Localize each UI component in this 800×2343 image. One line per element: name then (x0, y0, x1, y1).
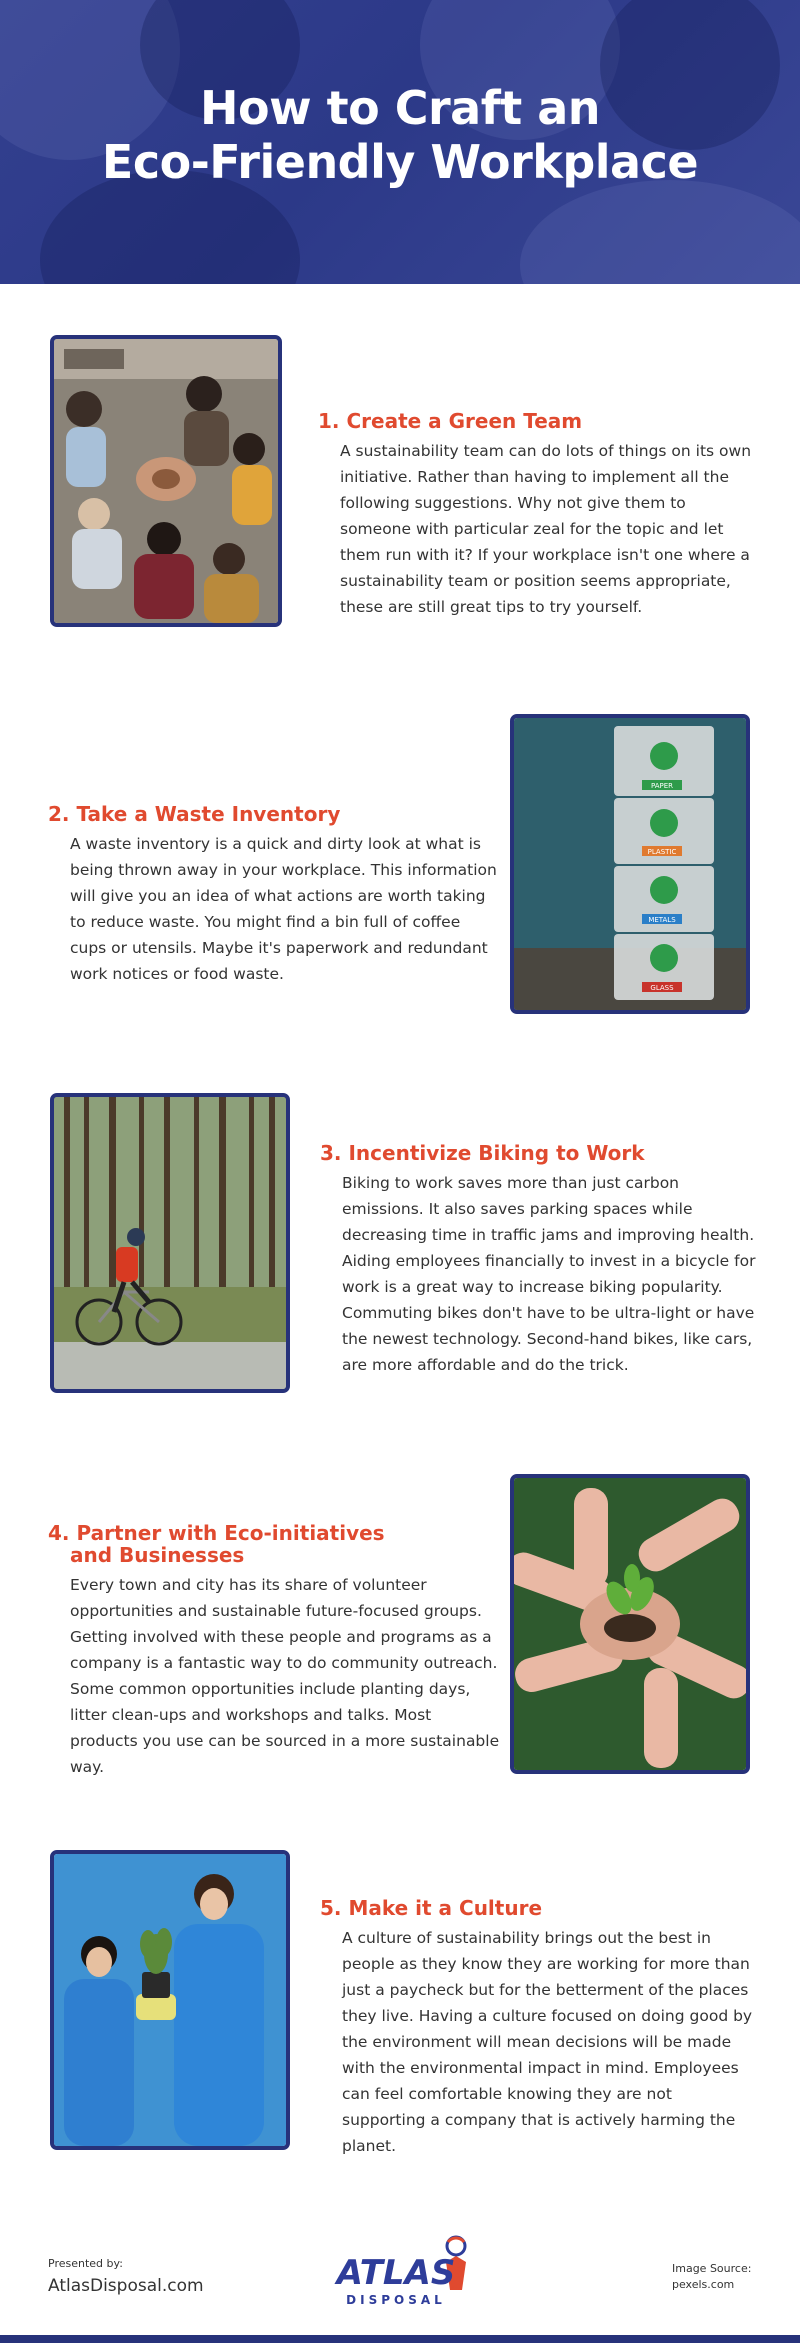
section-2-number: 2. (48, 802, 70, 826)
background-photo-shape (520, 180, 800, 284)
bin-label-glass: GLASS (650, 984, 674, 992)
section-4-title-line1: Partner with Eco-initiatives (76, 1521, 385, 1545)
presented-by-label: Presented by: (48, 2257, 123, 2270)
recycle-icon (650, 876, 678, 904)
bin-label-metals: METALS (648, 916, 676, 924)
section-4-number: 4. (48, 1521, 70, 1545)
section-2-title-text: Take a Waste Inventory (76, 802, 341, 826)
footer-bar (0, 2335, 800, 2343)
image-source-site[interactable]: pexels.com (672, 2278, 735, 2291)
hands-plant-photo (510, 1474, 750, 1774)
section-5-number: 5. (320, 1896, 342, 1920)
bin-label-plastic: PLASTIC (647, 848, 677, 856)
section-1-title-text: Create a Green Team (346, 409, 583, 433)
green-team-illustration (54, 339, 278, 623)
culture-photo (50, 1850, 290, 2150)
page-title-line2: Eco-Friendly Workplace (101, 134, 699, 189)
section-2-title (48, 803, 500, 825)
section-2-body: A waste inventory is a quick and dirty look at what is being thrown away in your workplace. This information will give you an idea of what actions are worth taking to reduce waste. You might find a bin full of coffee cups or utensils. Maybe it's paperwork and redundant work notices or food waste. (70, 835, 497, 983)
recycle-icon (650, 809, 678, 837)
page-title (0, 82, 800, 190)
page-title-line1: How to Craft an (199, 81, 600, 135)
biking-illustration (54, 1097, 286, 1389)
logo-subtext: DISPOSAL (346, 2293, 446, 2307)
hero-banner (0, 0, 800, 284)
section-4-title-line2: and Businesses (70, 1543, 245, 1567)
image-source-label: Image Source: (672, 2262, 752, 2275)
bin-label-paper: PAPER (650, 782, 674, 790)
section-5-title-text: Make it a Culture (348, 1896, 543, 1920)
atlas-logo-icon (318, 2232, 488, 2314)
section-3-number: 3. (320, 1141, 342, 1165)
section-5-title (320, 1897, 760, 1919)
section-1 (318, 410, 758, 620)
section-1-body: A sustainability team can do lots of things on its own initiative. Rather than having to implement all the following suggestions. Why not give them to someone with particular zeal for the topic and let them run with it? If your workplace isn't one where a sustainability team or position seems appropriate, these are still great tips to try yourself. (340, 442, 752, 616)
recycle-icon (650, 944, 678, 972)
recycling-bins-illustration (514, 718, 746, 1010)
section-4 (48, 1522, 500, 1780)
section-4-body: Every town and city has its share of volunteer opportunities and sustainable future-focused groups. Getting involved with these people and programs as a company is a fantastic way to do community outreach. Some common opportunities include planting days, litter clean-ups and workshops and talks. Most products you use can be sourced in a more sustainable way. (70, 1576, 500, 1776)
recycling-bins-photo (510, 714, 750, 1014)
recycle-icon (650, 742, 678, 770)
section-5-body: A culture of sustainability brings out the best in people as they know they are working for more than just a paycheck but for the betterment of the places they live. Having a culture focused on doing good by the environment will mean decisions will be made with the environmental impact in mind. Employees can feel comfortable knowing they are not supporting a company that is actively harming the planet. (342, 1929, 753, 2155)
section-3-title-text: Incentivize Biking to Work (348, 1141, 645, 1165)
atlas-disposal-logo (318, 2232, 488, 2314)
logo-wordmark: ATLAS (336, 2253, 456, 2293)
section-4-title (48, 1522, 500, 1566)
section-2 (48, 803, 500, 987)
section-3 (320, 1142, 760, 1378)
hands-plant-illustration (514, 1478, 746, 1770)
section-3-title (320, 1142, 760, 1164)
presented-by-site[interactable]: AtlasDisposal.com (48, 2276, 204, 2296)
section-1-number: 1. (318, 409, 340, 433)
green-team-photo (50, 335, 282, 627)
section-1-title (318, 410, 758, 432)
culture-illustration (54, 1854, 286, 2146)
section-3-body: Biking to work saves more than just carbon emissions. It also saves parking spaces while decreasing time in traffic jams and improving health. Aiding employees financially to invest in a bicycle for work is a great way to increase biking popularity. Commuting bikes don't have to be ultra-light or have the newest technology. Second-hand bikes, like cars, are more affordable and do the trick. (342, 1174, 756, 1374)
section-5 (320, 1897, 760, 2159)
biking-photo (50, 1093, 290, 1393)
